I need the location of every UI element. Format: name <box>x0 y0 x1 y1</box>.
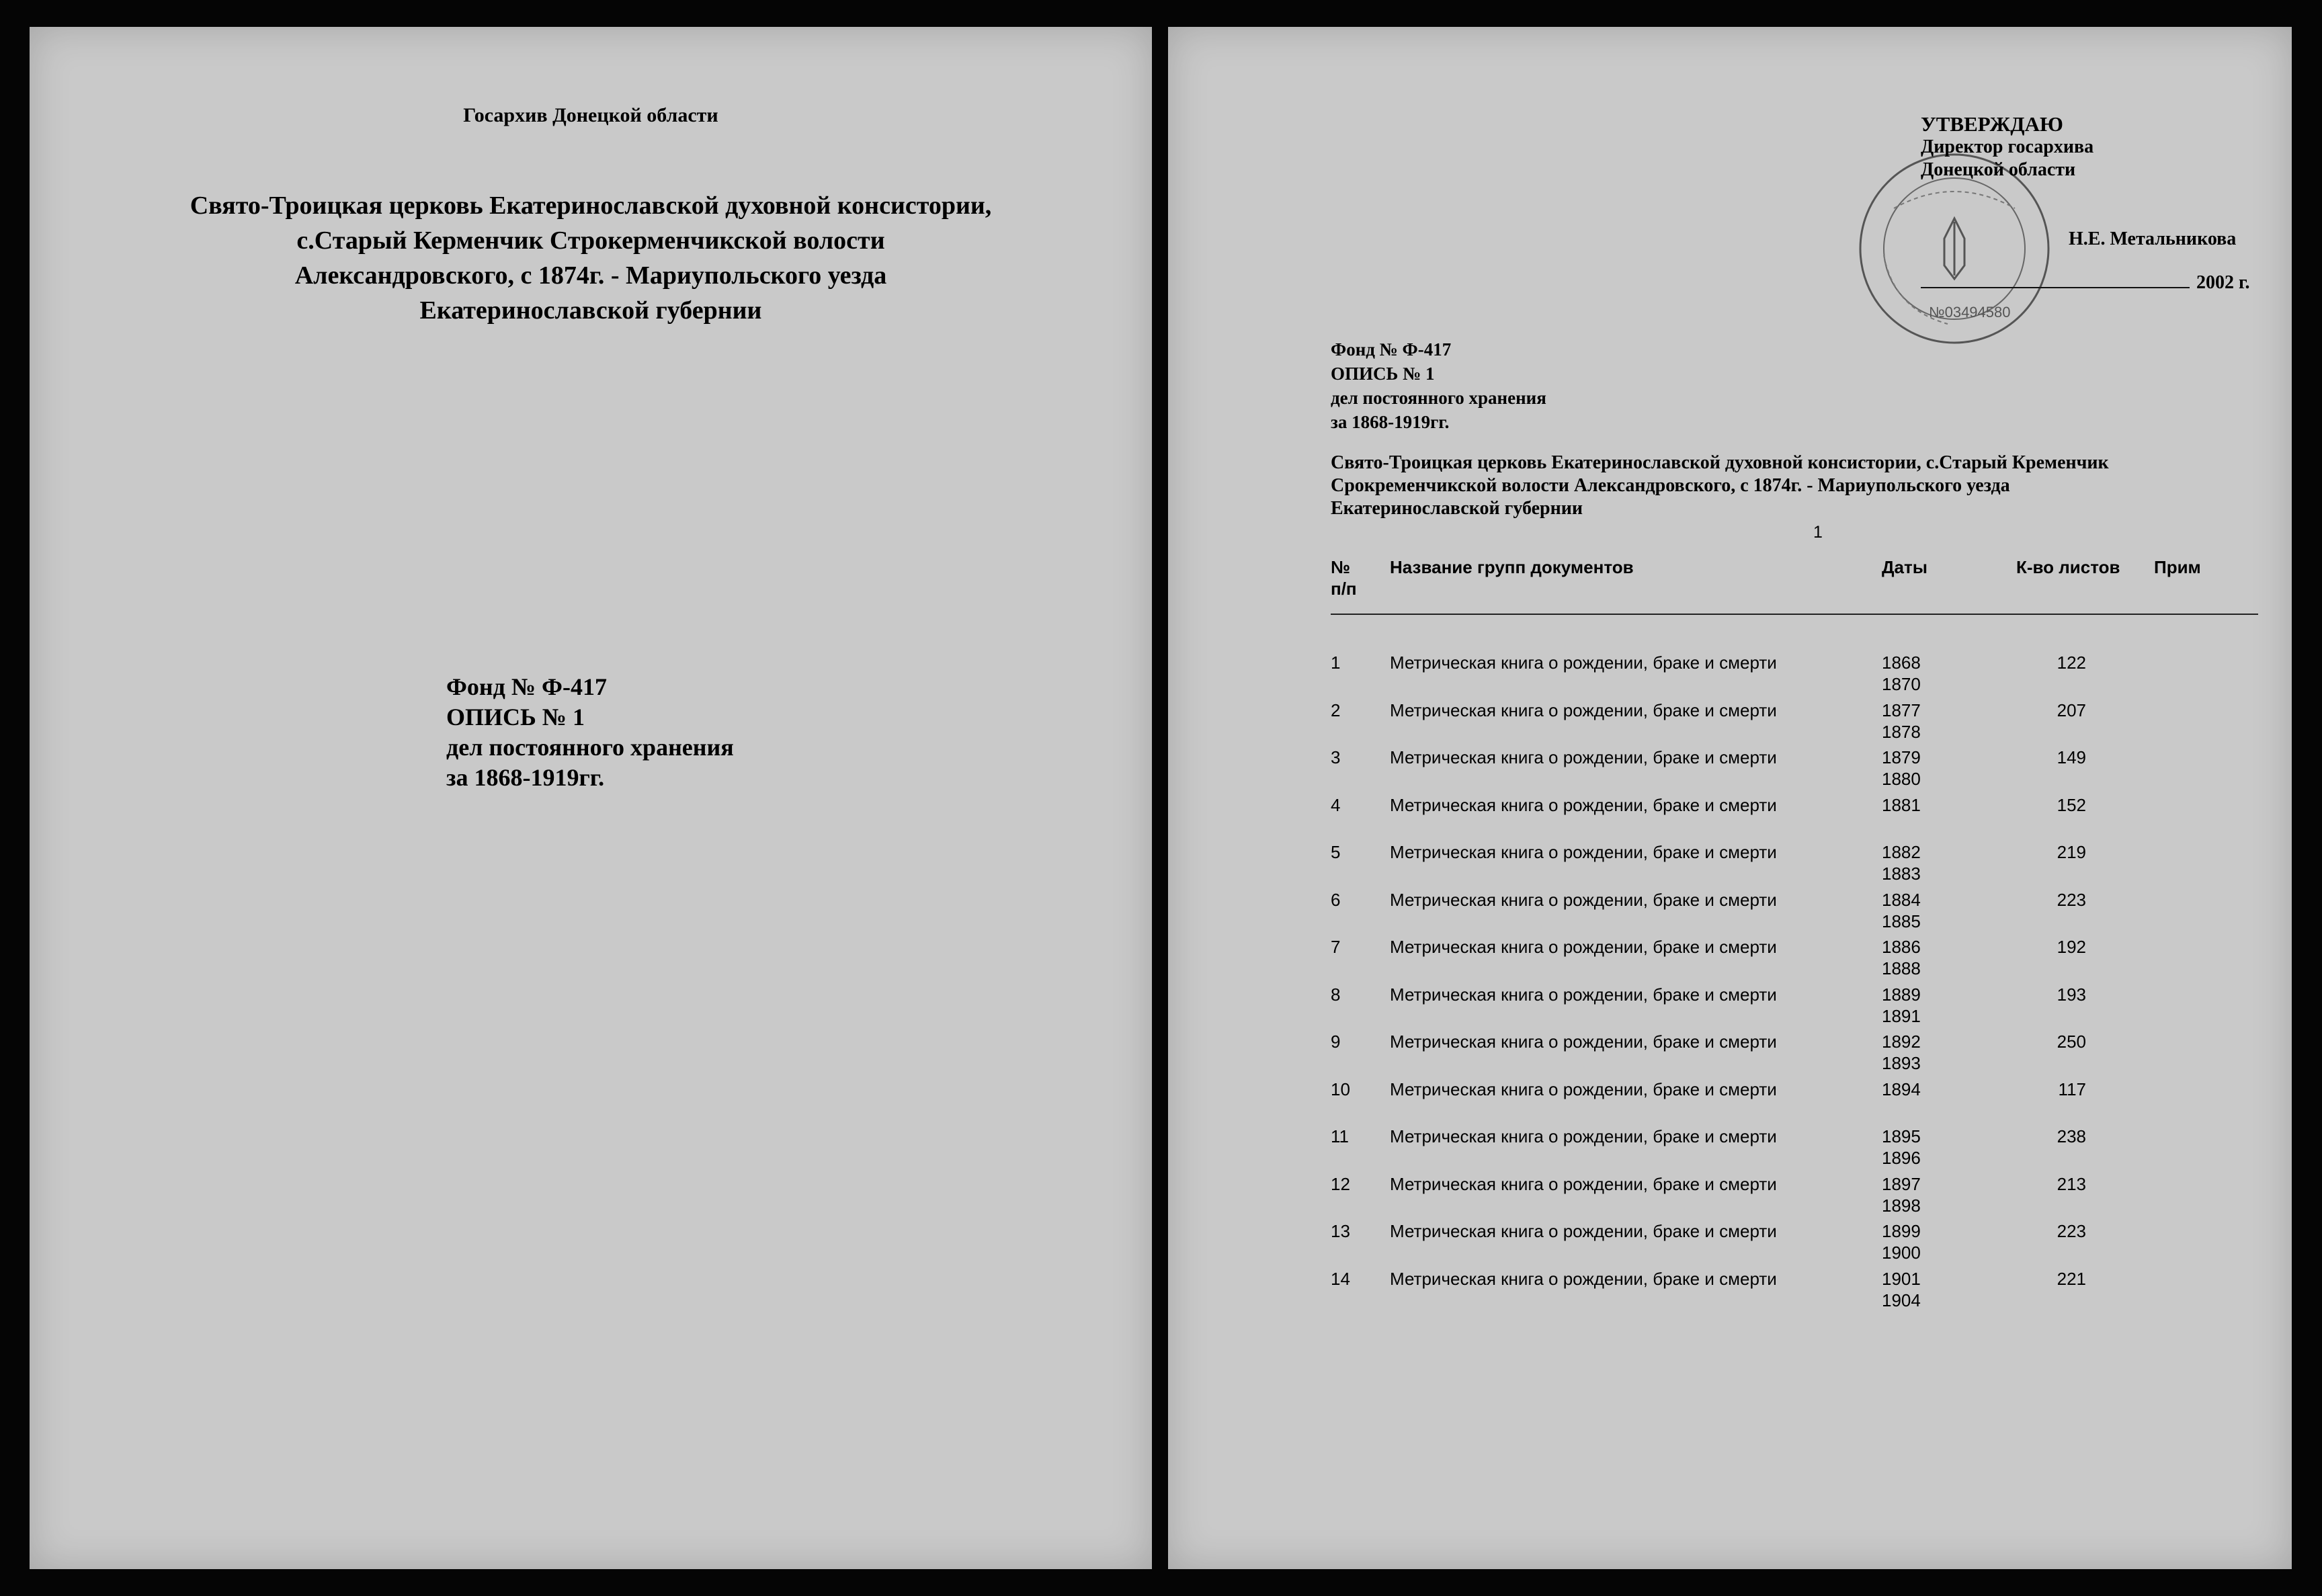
right-page <box>1168 27 2292 1569</box>
table-row <box>1331 1126 2258 1173</box>
header-title: Название групп документов <box>1390 557 1634 577</box>
row-title: Метрическая книга о рождении, браке и смерти <box>1390 700 1777 720</box>
row-dates <box>1882 936 1921 979</box>
row-date-start: 1882 <box>1882 842 1921 862</box>
period: за 1868-1919гг. <box>1331 412 1450 432</box>
fund-title-line: Срокременчикской волости Александровского, с 1874г. - Мариупольского уезда <box>1331 475 2010 496</box>
fund-title <box>30 188 1152 328</box>
approver-position: Директор госархива <box>1921 136 2094 157</box>
row-title: Метрическая книга о рождении, браке и смерти <box>1390 842 1777 862</box>
table-row <box>1331 652 2258 700</box>
row-pages: 152 <box>2057 794 2086 815</box>
row-pages: 213 <box>2057 1173 2086 1194</box>
approver-name: Н.Е. Метальникова <box>2069 228 2237 249</box>
row-pages: 192 <box>2057 937 2086 957</box>
row-date-start: 1886 <box>1882 937 1921 957</box>
row-date-start: 1881 <box>1882 794 1921 815</box>
row-title: Метрическая книга о рождении, браке и смерти <box>1390 1221 1777 1241</box>
row-date-end: 1896 <box>1882 1148 1921 1168</box>
row-date-start: 1868 <box>1882 653 1921 673</box>
header-num-line2: п/п <box>1331 579 1357 599</box>
row-date-end: 1878 <box>1882 721 1921 742</box>
fund-title-line: Свято-Троицкая церковь Екатеринославской духовной консистории, с.Старый Кременчик <box>1331 452 2109 473</box>
row-number: 3 <box>1331 747 1341 767</box>
row-date-end: 1880 <box>1882 769 1921 789</box>
table-body <box>1331 652 2258 1315</box>
row-title: Метрическая книга о рождении, браке и смерти <box>1390 1032 1777 1052</box>
row-number: 11 <box>1331 1126 1349 1146</box>
header-divider <box>1331 614 2258 615</box>
table-row <box>1331 1220 2258 1268</box>
archive-name: Госархив Донецкой области <box>463 104 718 126</box>
table-row <box>1331 700 2258 747</box>
row-pages: 223 <box>2057 889 2086 910</box>
row-title: Метрическая книга о рождении, браке и смерти <box>1390 653 1777 673</box>
row-dates <box>1882 794 1921 816</box>
header-pages: К-во листов <box>2016 557 2120 577</box>
row-date-start: 1899 <box>1882 1221 1921 1241</box>
fond-block <box>1331 337 1546 434</box>
header-note: Прим <box>2154 557 2201 577</box>
period: за 1868-1919гг. <box>446 764 605 791</box>
row-pages: 207 <box>2057 700 2086 720</box>
row-title: Метрическая книга о рождении, браке и смерти <box>1390 889 1777 910</box>
row-dates <box>1882 889 1921 932</box>
stamp-code: №03494580 <box>1929 304 2011 321</box>
row-number: 7 <box>1331 937 1341 957</box>
fond-block <box>446 672 734 793</box>
row-number: 4 <box>1331 794 1341 815</box>
row-title: Метрическая книга о рождении, браке и смерти <box>1390 1079 1777 1099</box>
header-num <box>1331 556 1357 599</box>
row-title: Метрическая книга о рождении, браке и смерти <box>1390 794 1777 815</box>
row-date-end: 1900 <box>1882 1243 1921 1263</box>
row-dates <box>1882 1031 1921 1074</box>
approval-heading: УТВЕРЖДАЮ <box>1921 112 2063 136</box>
row-date-end: 1898 <box>1882 1195 1921 1216</box>
row-title: Метрическая книга о рождении, браке и смерти <box>1390 1173 1777 1194</box>
row-pages: 122 <box>2057 653 2086 673</box>
page-number: 1 <box>1813 523 1823 542</box>
row-number: 2 <box>1331 700 1341 720</box>
row-number: 13 <box>1331 1221 1350 1241</box>
fund-title <box>1331 452 2258 520</box>
row-pages: 238 <box>2057 1126 2086 1146</box>
fund-title-line: с.Старый Керменчик Строкерменчикской волости <box>296 226 885 255</box>
row-pages: 149 <box>2057 747 2086 767</box>
table-row <box>1331 984 2258 1032</box>
row-date-start: 1892 <box>1882 1032 1921 1052</box>
row-number: 10 <box>1331 1079 1350 1099</box>
header-dates: Даты <box>1882 557 1927 577</box>
row-pages: 223 <box>2057 1221 2086 1241</box>
storage-type: дел постоянного хранения <box>1331 388 1546 408</box>
row-date-start: 1901 <box>1882 1268 1921 1289</box>
row-number: 1 <box>1331 653 1341 673</box>
table-row <box>1331 889 2258 937</box>
row-title: Метрическая книга о рождении, браке и смерти <box>1390 984 1777 1005</box>
fond-number: Фонд № Ф-417 <box>446 673 607 700</box>
row-dates <box>1882 652 1921 695</box>
table-header <box>1331 556 2258 613</box>
row-number: 12 <box>1331 1173 1350 1194</box>
row-dates <box>1882 1220 1921 1263</box>
approval-year: 2002 г. <box>2196 272 2250 293</box>
row-date-start: 1877 <box>1882 700 1921 720</box>
row-pages: 193 <box>2057 984 2086 1005</box>
row-date-start: 1894 <box>1882 1079 1921 1099</box>
row-date-start: 1884 <box>1882 889 1921 910</box>
table-row <box>1331 936 2258 984</box>
table-row <box>1331 1268 2258 1316</box>
row-dates <box>1882 1268 1921 1311</box>
row-date-start: 1879 <box>1882 747 1921 767</box>
fond-number: Фонд № Ф-417 <box>1331 339 1452 360</box>
row-title: Метрическая книга о рождении, браке и смерти <box>1390 1126 1777 1146</box>
row-title: Метрическая книга о рождении, браке и смерти <box>1390 937 1777 957</box>
fund-title-line: Александровского, с 1874г. - Мариупольского уезда <box>294 261 887 290</box>
row-number: 14 <box>1331 1268 1350 1289</box>
row-pages: 221 <box>2057 1268 2086 1289</box>
row-dates <box>1882 1173 1921 1216</box>
opis-number: ОПИСЬ № 1 <box>446 704 585 730</box>
row-dates <box>1882 700 1921 743</box>
row-date-start: 1889 <box>1882 984 1921 1005</box>
fund-title-line: Свято-Троицкая церковь Екатеринославской духовной консистории, <box>190 192 992 220</box>
row-title: Метрическая книга о рождении, браке и смерти <box>1390 747 1777 767</box>
row-number: 6 <box>1331 889 1341 910</box>
row-number: 9 <box>1331 1032 1341 1052</box>
storage-type: дел постоянного хранения <box>446 734 734 761</box>
row-title: Метрическая книга о рождении, браке и смерти <box>1390 1268 1777 1289</box>
row-date-end: 1885 <box>1882 911 1921 931</box>
approval-block <box>1921 113 2093 181</box>
row-number: 5 <box>1331 842 1341 862</box>
row-date-end: 1904 <box>1882 1290 1921 1310</box>
row-dates <box>1882 747 1921 790</box>
table-row <box>1331 1173 2258 1221</box>
row-dates <box>1882 1126 1921 1169</box>
row-dates <box>1882 841 1921 884</box>
row-date-end: 1893 <box>1882 1053 1921 1073</box>
row-date-end: 1888 <box>1882 958 1921 978</box>
table-row <box>1331 1079 2258 1126</box>
row-pages: 117 <box>2058 1079 2086 1099</box>
table-row <box>1331 794 2258 842</box>
row-pages: 250 <box>2057 1032 2086 1052</box>
row-number: 8 <box>1331 984 1341 1005</box>
row-date-start: 1895 <box>1882 1126 1921 1146</box>
left-page <box>30 27 1152 1569</box>
fund-title-line: Екатеринославской губернии <box>419 296 762 325</box>
fund-title-line: Екатеринославской губернии <box>1331 498 1583 519</box>
table-row <box>1331 747 2258 794</box>
row-pages: 219 <box>2057 842 2086 862</box>
table-row <box>1331 1031 2258 1079</box>
approver-position: Донецкой области <box>1921 159 2076 180</box>
date-line <box>1921 287 2190 288</box>
row-date-end: 1883 <box>1882 864 1921 884</box>
header-num-line1: № <box>1331 557 1350 577</box>
row-date-start: 1897 <box>1882 1173 1921 1194</box>
table-row <box>1331 841 2258 889</box>
row-date-end: 1870 <box>1882 674 1921 694</box>
row-dates <box>1882 1079 1921 1100</box>
row-date-end: 1891 <box>1882 1005 1921 1026</box>
approval-date <box>1921 272 2250 294</box>
opis-number: ОПИСЬ № 1 <box>1331 364 1435 384</box>
row-dates <box>1882 984 1921 1027</box>
